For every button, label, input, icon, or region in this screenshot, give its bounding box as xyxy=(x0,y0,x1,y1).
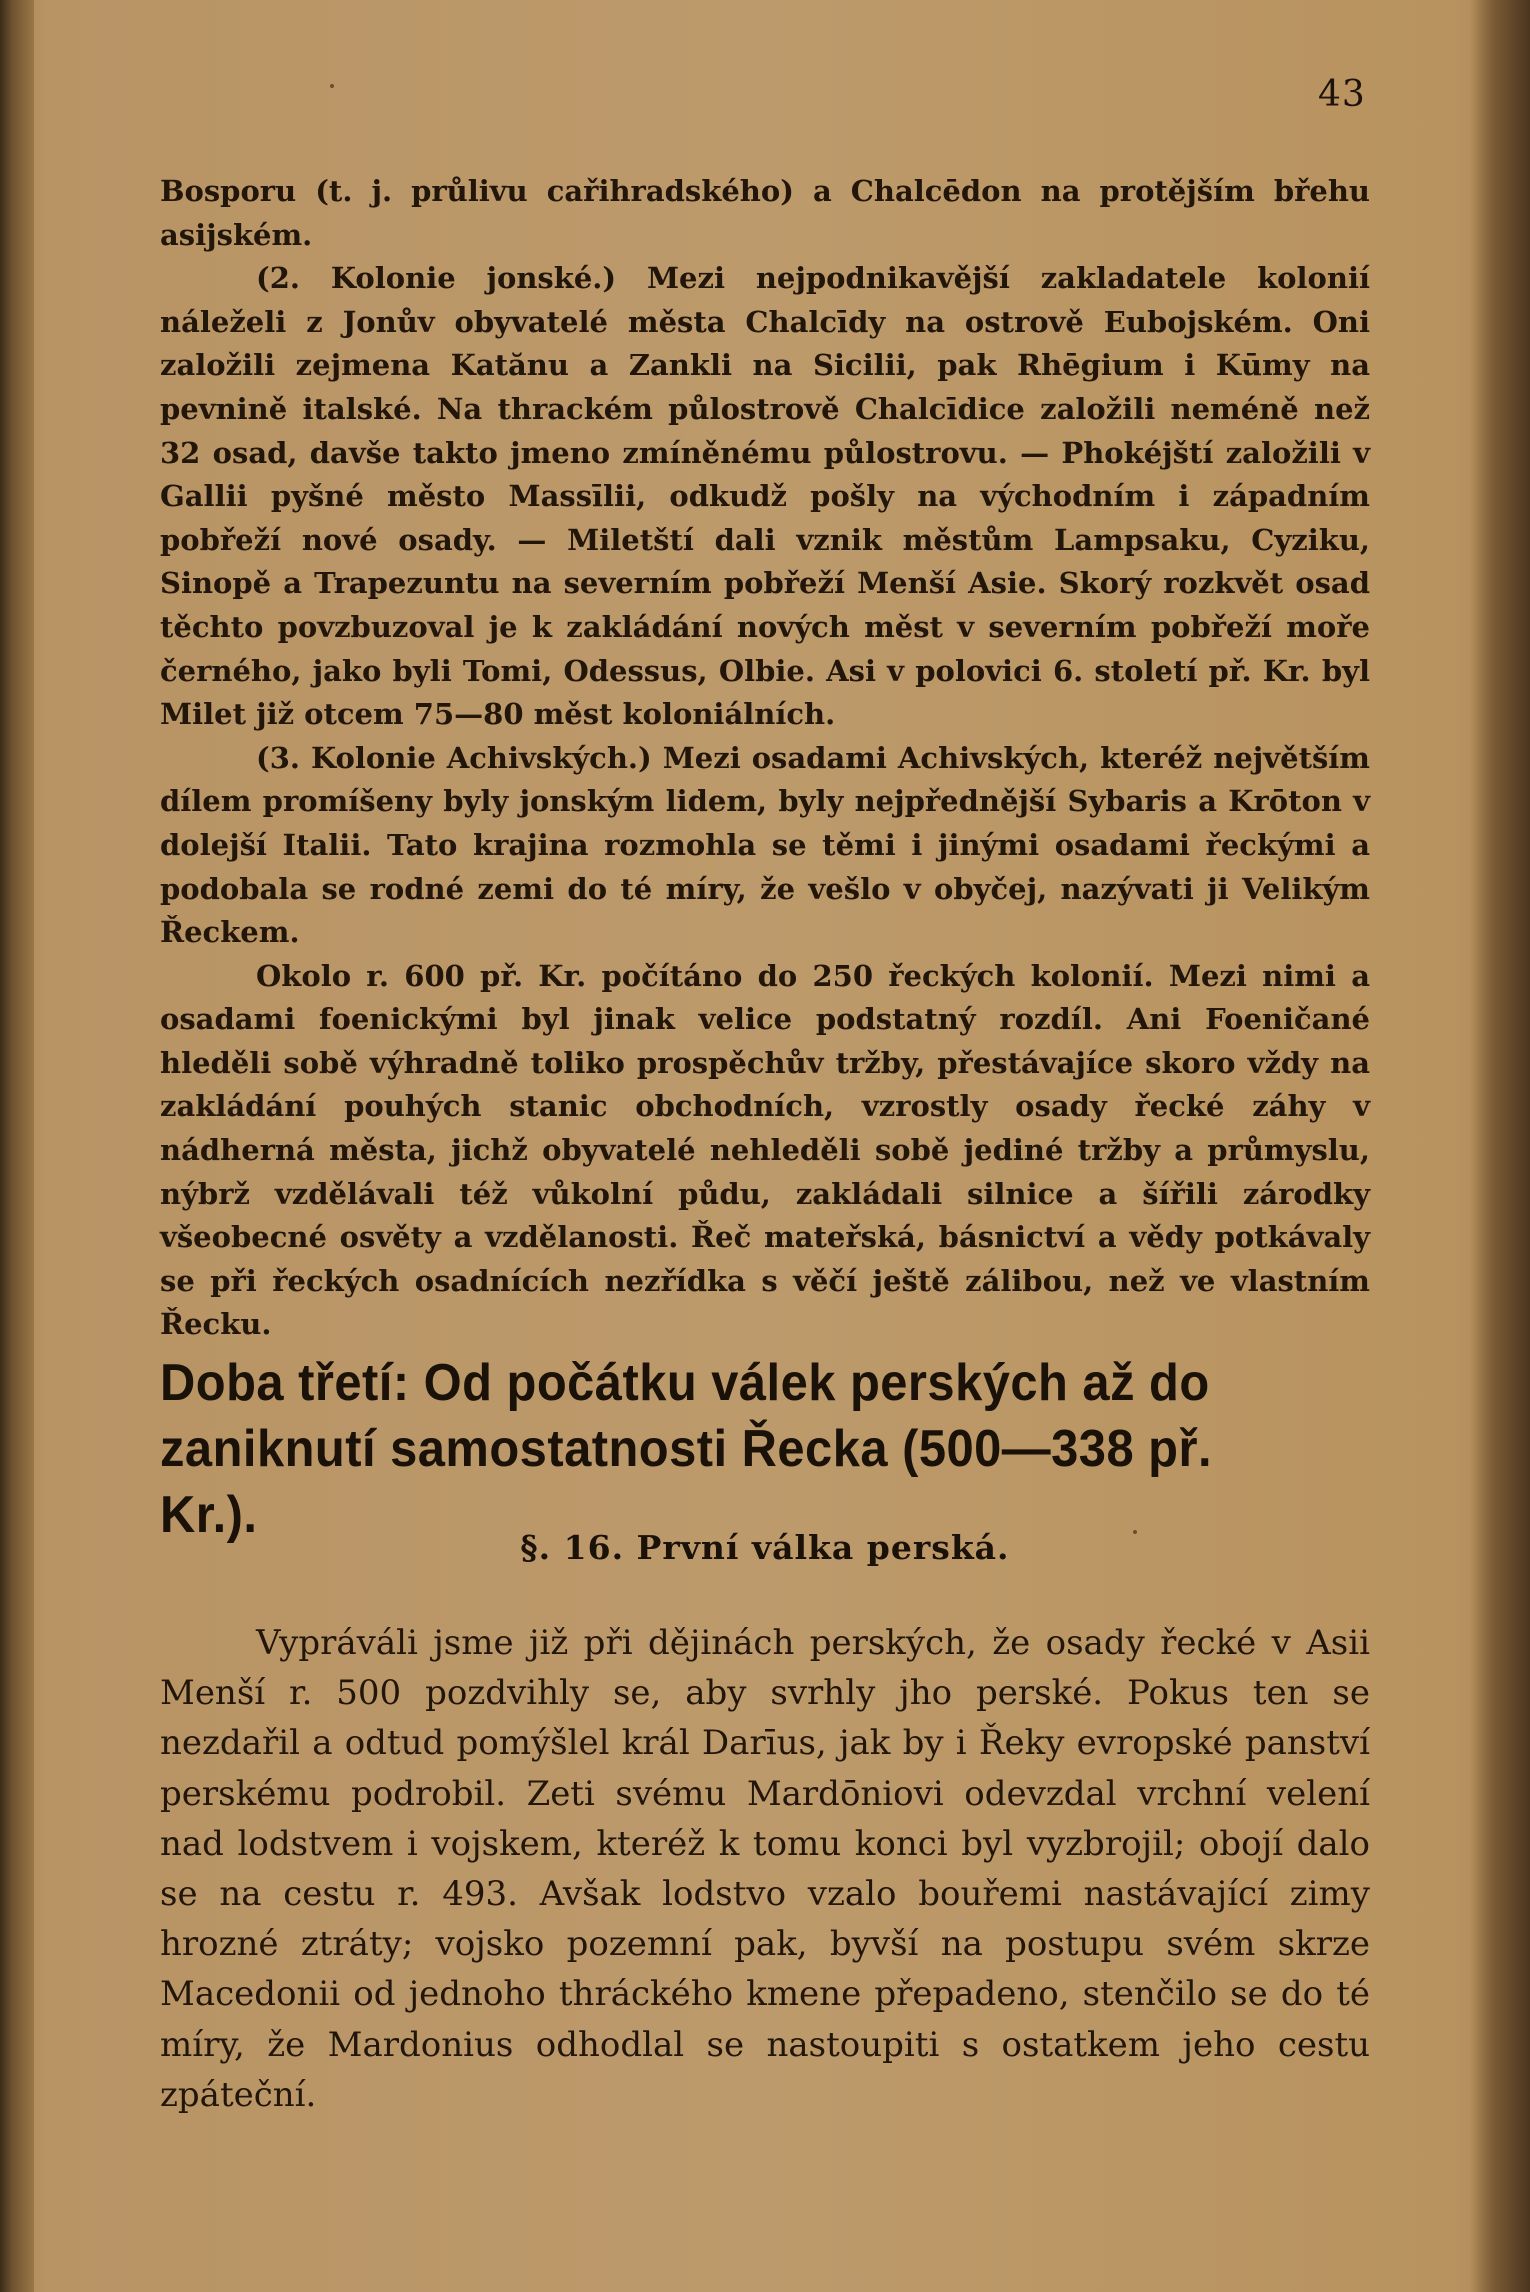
paragraph: (2. Kolonie jonské.) Mezi nejpodnikavější zakladatele kolonií náleželi z Jonův obyvatelé města Chalcīdy na ostrově Eubojském. Oni založili zejmena Katănu a Zankli na Sicilii, pak Rhēgium i Kūmy na pevnině italské. Na thrackém půlostrově Chalcīdice založili neméně než 32 osad, davše takto jmeno zmíněnému půlostrovu. — Phokéjští založili v Gallii pyšné město Massīlii, odkudž pošly na východním i západním pobřeží nové osady. — Miletští dali vznik městům Lampsaku, Cyziku, Sinopě a Trapezuntu na severním pobřeží Menší Asie. Skorý rozkvět osad těchto povzbuzoval je k zakládání nových měst v severním pobřeží moře černého, jako byli Tomi, Odessus, Olbie. Asi v polovici 6. století př. Kr. byl Milet již otcem 75—80 měst koloniálních. xyxy=(160,261,1370,732)
chapter-title: Doba třetí: Od počátku válek perských až do zaniknutí samostatnosti Řecka (500—338 př. Kr.). xyxy=(160,1354,1213,1544)
page-binding-edge xyxy=(0,0,34,2292)
page-outer-edge xyxy=(1470,0,1530,2292)
paragraph: (3. Kolonie Achivských.) Mezi osadami Achivských, kteréž největším dílem promíšeny byly jonským lidem, byly nejpřednější Sybaris a Krōton v dolejší Italii. Tato krajina rozmohla se těmi i jinými osadami řeckými a podobala se rodné zemi do té míry, že vešlo v obyčej, nazývati ji Velikým Řeckem. xyxy=(160,740,1370,950)
section-text xyxy=(160,1618,1370,2120)
paragraph: Vypráváli jsme již při dějinách perských, že osady řecké v Asii Menší r. 500 pozdvihly se, aby svrhly jho perské. Pokus ten se nezdařil a odtud pomýšlel král Darīus, jak by i Řeky evropské panství perskému podrobil. Zeti svému Mardōniovi odevzdal vrchní velení nad lodstvem i vojskem, kteréž k tomu konci byl vyzbrojil; obojí dalo se na cestu r. 493. Avšak lodstvo vzalo bouřemi nastávající zimy hrozné ztráty; vojsko pozemní pak, byvší na postupu svém skrze Macedonii od jednoho thráckého kmene přepadeno, stenčilo se do té míry, že Mardonius odhodlal se nastoupiti s ostatkem jeho cestu zpáteční. xyxy=(160,1623,1370,2115)
paragraph: Bosporu (t. j. průlivu cařihradského) a Chalcēdon na protějším břehu asijském. xyxy=(160,174,1370,252)
page-number: 43 xyxy=(1318,74,1366,115)
section-title: §. 16. První válka perská. xyxy=(520,1528,1010,1567)
colonies-text xyxy=(160,170,1370,1347)
paragraph: Okolo r. 600 př. Kr. počítáno do 250 řeckých kolonií. Mezi nimi a osadami foenickými byl jinak velice podstatný rozdíl. Ani Foeničané hleděli sobě výhradně toliko prospěchův tržby, přestávajíce skoro vždy na zakládání pouhých stanic obchodních, vzrostly osady řecké záhy v nádherná města, jichž obyvatelé nehleděli sobě jediné tržby a průmyslu, nýbrž vzdělávali též vůkolní půdu, zakládali silnice a šířili zárodky všeobecné osvěty a vzdělanosti. Řeč mateřská, básnictví a vědy potkávaly se při řeckých osadnících nezřídka s věčí ještě zálibou, než ve vlastním Řecku. xyxy=(160,958,1370,1342)
ink-speck xyxy=(330,84,334,88)
